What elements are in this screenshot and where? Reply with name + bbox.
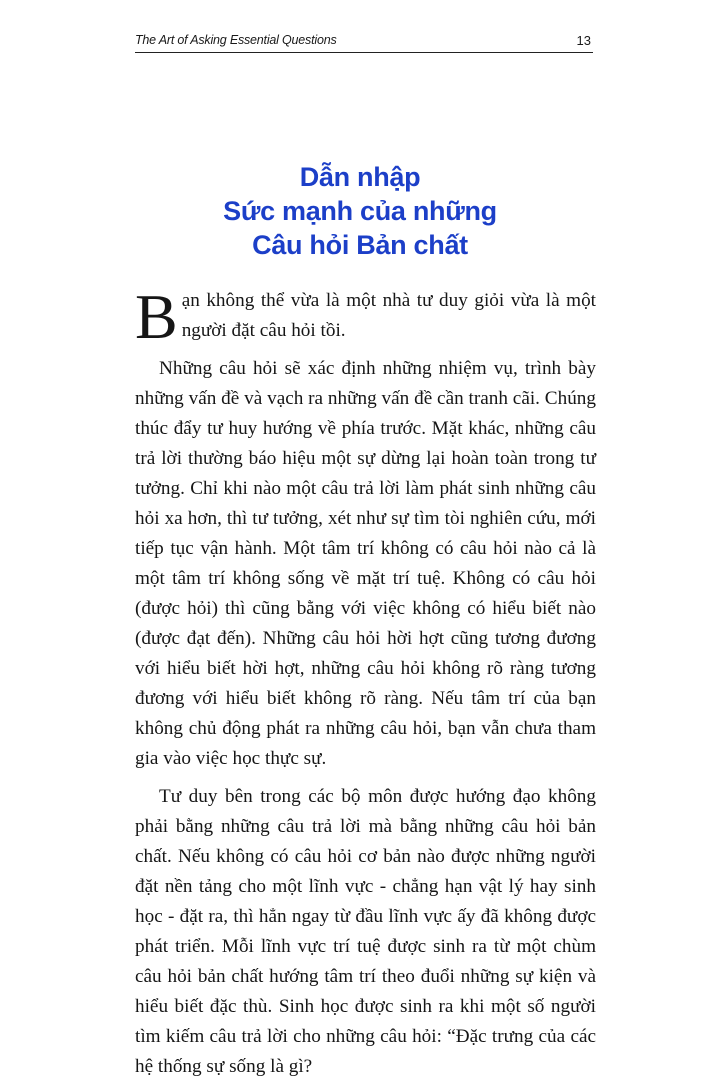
paragraph-2: Những câu hỏi sẽ xác định những nhiệm vụ, trình bày những vấn đề và vạch ra những vấn đề cần tranh cãi. Chúng thúc đẩy tư huy hướng về phía trước. Mặt khác, những câu trả lời thường báo hiệu một sự dừng lại hoàn toàn trong tư tưởng. Chỉ khi nào một câu trả lời làm phát sinh những câu hỏi xa hơn, thì tư tưởng, xét như sự tìm tòi nghiên cứu, mới tiếp tục vận hành. Một tâm trí không có câu hỏi nào cả là một tâm trí không sống về mặt trí tuệ. Không có câu hỏi (được hỏi) thì cũng bằng với việc không có hiểu biết nào (được đạt đến). Những câu hỏi hời hợt cũng tương đương với hiểu biết hời hợt, những câu hỏi không rõ ràng tương đương với hiểu biết không rõ ràng. Nếu tâm trí của bạn không chủ động phát ra những câu hỏi, bạn vẫn chưa tham gia vào việc học thực sự.	[135, 358, 596, 769]
body-text	[135, 281, 596, 1090]
chapter-title-line-1: Dẫn nhập	[299, 162, 421, 192]
chapter-title-line-2: Sức mạnh của những	[223, 196, 497, 226]
drop-cap: B	[135, 281, 178, 352]
paragraph-3: Tư duy bên trong các bộ môn được hướng đạo không phải bằng những câu trả lời mà bằng những câu hỏi bản chất. Nếu không có câu hỏi cơ bản nào được những người đặt nền tảng cho một lĩnh vực - chẳng hạn vật lý hay sinh học - đặt ra, thì hẳn ngay từ đầu lĩnh vực ấy đã không được phát triển. Mỗi lĩnh vực trí tuệ được sinh ra từ một chùm câu hỏi bản chất hướng tâm trí theo đuổi những sự kiện và hiểu biết đặc thù. Sinh học được sinh ra khi một số người tìm kiếm câu trả lời cho những câu hỏi: “Đặc trưng của các hệ thống sự sống là gì?	[135, 786, 596, 1077]
running-header	[135, 32, 593, 53]
first-paragraph-text: ạn không thể vừa là một nhà tư duy giỏi vừa là một người đặt câu hỏi tồi.	[181, 290, 596, 341]
first-paragraph	[135, 281, 596, 352]
page-number: 13	[576, 33, 591, 48]
running-title: The Art of Asking Essential Questions	[135, 33, 337, 47]
chapter-title-line-3: Câu hỏi Bản chất	[252, 230, 468, 260]
chapter-title	[150, 160, 570, 262]
